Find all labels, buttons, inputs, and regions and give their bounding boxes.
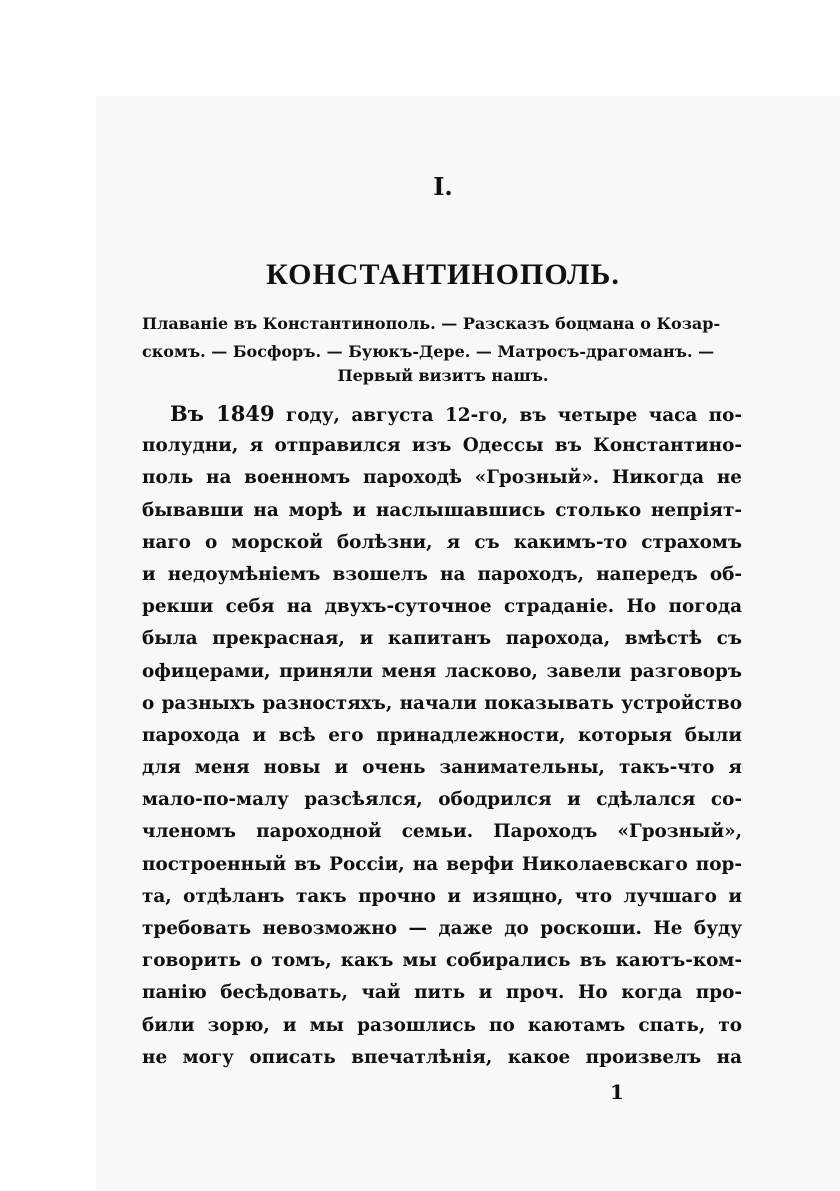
text-line: поль на военномъ пароходѣ «Грозный». Никогда не	[142, 467, 742, 489]
text-line: мало-по-малу разсѣялся, ободрился и сдѣлался со-	[142, 789, 742, 811]
text-line: наго о морской болѣзни, я съ какимъ-то страхомъ	[142, 531, 742, 553]
chapter-summary-line: Первый визитъ нашъ.	[337, 366, 549, 385]
text-line: офицерами, приняли меня ласково, завели разговоръ	[142, 660, 742, 682]
text-line: парохода и всѣ его принадлежности, которыя были	[142, 724, 742, 746]
page-number: 1	[610, 1080, 624, 1104]
text-line: панiю бесѣдовать, чай пить и проч. Но когда про-	[142, 982, 742, 1004]
text-line: полудни, я отправился изъ Одессы въ Константино-	[142, 435, 742, 457]
text-line: говорить о томъ, какъ мы собирались въ каютъ-ком-	[142, 950, 742, 972]
text-line: была прекрасная, и капитанъ парохода, вмѣстѣ съ	[142, 628, 742, 650]
text-line	[142, 398, 742, 430]
text-line: и недоумѣнiемъ взошелъ на пароходъ, напередъ об-	[142, 563, 742, 585]
text-line: о разныхъ разностяхъ, начали показывать устройство	[142, 692, 742, 714]
body-text	[142, 398, 742, 1074]
text-line-rest: году, августа 12-го, въ четыре часа по-	[274, 405, 742, 426]
chapter-summary-line: скомъ. — Босфоръ. — Буюкъ-Дере. — Матросъ-драгоманъ. —	[142, 342, 715, 361]
text-line: членомъ пароходной семьи. Пароходъ «Грозный»,	[142, 821, 742, 843]
text-line: били зорю, и мы разошлись по каютамъ спать, то	[142, 1014, 742, 1036]
chapter-number: I.	[433, 172, 453, 201]
text-line: не могу описать впечатлѣнiя, какое произвелъ на	[142, 1046, 742, 1068]
text-line: рекши себя на двухъ-суточное страданiе. Но погода	[142, 596, 742, 618]
text-line: бывавши на морѣ и наслышавшись столько непрiят-	[142, 499, 742, 521]
chapter-summary-line: Плаванiе въ Константинополь. — Разсказъ боцмана о Козар-	[142, 314, 721, 333]
text-line: требовать невозможно — даже до роскоши. Не буду	[142, 918, 742, 939]
text-line: для меня новы и очень занимательны, такъ-что я	[142, 757, 742, 779]
text-line: та, отдѣланъ такъ прочно и изящно, что лучшаго и	[142, 885, 742, 907]
text-line: построенный въ Россiи, на верфи Николаевскаго пор-	[142, 853, 742, 875]
opening-words: Въ 1849	[170, 401, 275, 426]
chapter-title: КОНСТАНТИНОПОЛЬ.	[266, 258, 620, 291]
